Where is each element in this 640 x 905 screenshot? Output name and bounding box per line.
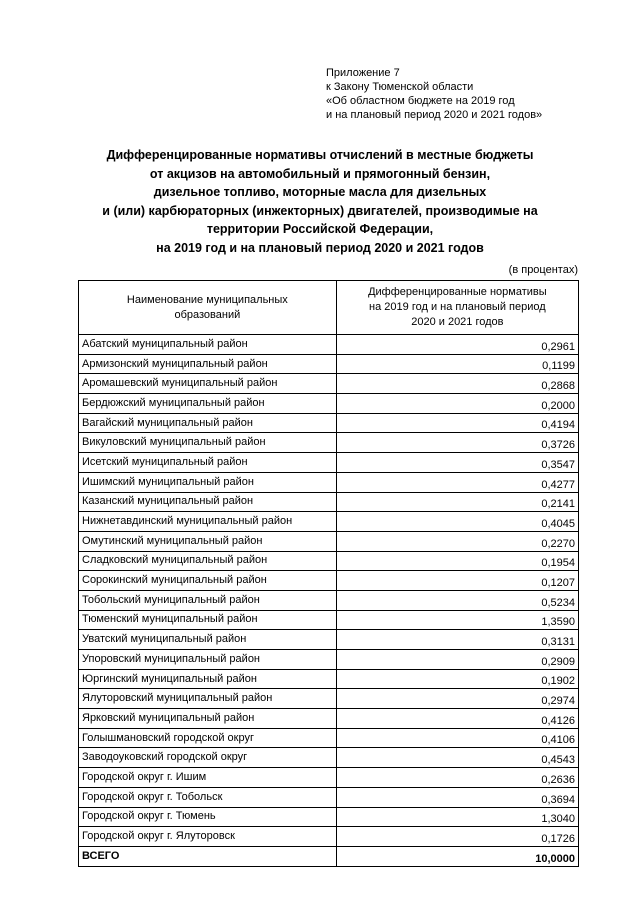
table-row [79, 394, 579, 414]
municipality-name: Юргинский муниципальный район [79, 669, 337, 689]
appendix-line: к Закону Тюменской области [326, 81, 474, 93]
norms-table [78, 280, 579, 867]
norm-value: 1,3590 [336, 610, 578, 630]
total-label: ВСЕГО [79, 846, 337, 866]
header-text: на 2019 год и на плановый период [369, 301, 546, 313]
table-row [79, 807, 579, 827]
table-row [79, 650, 579, 670]
table-row [79, 492, 579, 512]
title-line: и (или) карбюраторных (инжекторных) двигателей, производимые на [102, 203, 538, 218]
table-row [79, 433, 579, 453]
norm-value: 0,4194 [336, 413, 578, 433]
norm-value: 0,4543 [336, 748, 578, 768]
municipality-name: Городской округ г. Ишим [79, 768, 337, 788]
norm-value: 0,3547 [336, 453, 578, 473]
header-name-column [79, 281, 337, 335]
header-value-column [336, 281, 578, 335]
title-line: дизельное топливо, моторные масла для дизельных [153, 185, 487, 200]
total-value: 10,0000 [336, 846, 578, 866]
total-row [79, 846, 579, 866]
table-row [79, 689, 579, 709]
norm-value: 0,2636 [336, 768, 578, 788]
norm-value: 0,1902 [336, 669, 578, 689]
table-row [79, 413, 579, 433]
title-line: территории Российской Федерации, [206, 222, 434, 237]
header-text: Дифференцированные нормативы [368, 286, 547, 298]
title-line: Дифференцированные нормативы отчислений в местные бюджеты [106, 148, 534, 162]
table-row [79, 512, 579, 532]
table-row [79, 590, 579, 610]
table-row [79, 669, 579, 689]
appendix-line: Приложение 7 [326, 67, 400, 79]
municipality-name: Армизонский муниципальный район [79, 354, 337, 374]
table-row [79, 531, 579, 551]
norm-value: 0,2909 [336, 650, 578, 670]
municipality-name: Тюменский муниципальный район [79, 610, 337, 630]
norm-value: 0,1726 [336, 827, 578, 847]
norm-value: 0,2270 [336, 531, 578, 551]
municipality-name: Городской округ г. Тюмень [79, 807, 337, 827]
norm-value: 0,2974 [336, 689, 578, 709]
norm-value: 0,1954 [336, 551, 578, 571]
table-row [79, 354, 579, 374]
table-row [79, 374, 579, 394]
municipality-name: Городской округ г. Тобольск [79, 787, 337, 807]
table-row [79, 453, 579, 473]
municipality-name: Сладковский муниципальный район [79, 551, 337, 571]
municipality-name: Вагайский муниципальный район [79, 413, 337, 433]
table-row [79, 571, 579, 591]
table-row [79, 630, 579, 650]
municipality-name: Городской округ г. Ялуторовск [79, 827, 337, 847]
municipality-name: Аромашевский муниципальный район [79, 374, 337, 394]
municipality-name: Абатский муниципальный район [79, 335, 337, 355]
municipality-name: Сорокинский муниципальный район [79, 571, 337, 591]
norm-value: 0,4106 [336, 728, 578, 748]
norm-value: 0,2141 [336, 492, 578, 512]
table-row [79, 610, 579, 630]
municipality-name: Нижнетавдинский муниципальный район [79, 512, 337, 532]
municipality-name: Омутинский муниципальный район [79, 531, 337, 551]
table-row [79, 472, 579, 492]
norm-value: 0,1199 [336, 354, 578, 374]
table-row [79, 768, 579, 788]
municipality-name: Ярковский муниципальный район [79, 709, 337, 729]
municipality-name: Уватский муниципальный район [79, 630, 337, 650]
appendix-note [326, 66, 542, 122]
municipality-name: Ишимский муниципальный район [79, 472, 337, 492]
header-text: Наименование муниципальных [126, 293, 288, 306]
municipality-name: Казанский муниципальный район [79, 492, 337, 512]
header-text: 2020 и 2021 годов [411, 316, 504, 328]
norm-value: 0,3726 [336, 433, 578, 453]
municipality-name: Викуловский муниципальный район [79, 433, 337, 453]
table-row [79, 335, 579, 355]
norm-value: 0,2000 [336, 394, 578, 414]
appendix-line: и на плановый период 2020 и 2021 годов» [326, 109, 543, 121]
municipality-name: Ялуторовский муниципальный район [79, 689, 337, 709]
table-row [79, 748, 579, 768]
municipality-name: Тобольский муниципальный район [79, 590, 337, 610]
norm-value: 0,3131 [336, 630, 578, 650]
norm-value: 0,3694 [336, 787, 578, 807]
norm-value: 0,4126 [336, 709, 578, 729]
table-row [79, 728, 579, 748]
municipality-name: Исетский муниципальный район [79, 453, 337, 473]
norm-value: 0,5234 [336, 590, 578, 610]
norm-value: 0,4045 [336, 512, 578, 532]
header-text: образований [174, 308, 241, 321]
title-line: от акцизов на автомобильный и прямогонный бензин, [149, 166, 491, 181]
title-line: на 2019 год и на плановый период 2020 и 2021 годов [156, 240, 484, 255]
appendix-line: «Об областном бюджете на 2019 год [326, 95, 515, 107]
municipality-name: Голышмановский городской округ [79, 728, 337, 748]
document-title [60, 146, 580, 258]
table-row [79, 787, 579, 807]
municipality-name: Упоровский муниципальный район [79, 650, 337, 670]
norm-value: 0,4277 [336, 472, 578, 492]
municipality-name: Бердюжский муниципальный район [79, 394, 337, 414]
table-row [79, 551, 579, 571]
municipality-name: Заводоуковский городской округ [79, 748, 337, 768]
table-row [79, 827, 579, 847]
norm-value: 0,2961 [336, 335, 578, 355]
units-note: (в процентах) [508, 264, 578, 276]
norm-value: 1,3040 [336, 807, 578, 827]
table-header-row [79, 281, 579, 335]
table-row [79, 709, 579, 729]
norm-value: 0,2868 [336, 374, 578, 394]
norm-value: 0,1207 [336, 571, 578, 591]
